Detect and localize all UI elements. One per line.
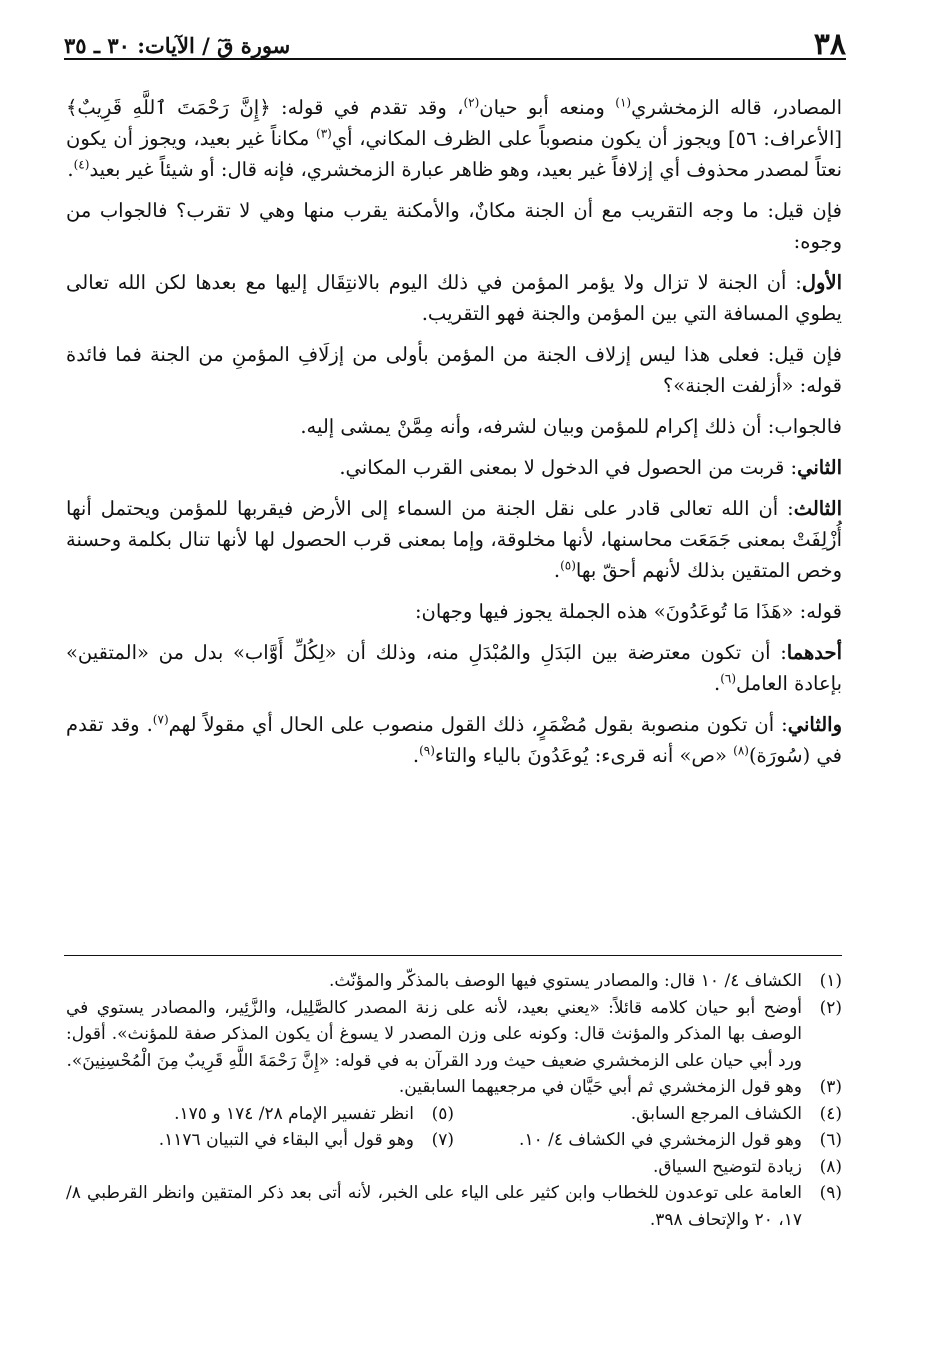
footnote-ref: (٣) xyxy=(316,126,332,141)
text-run: . وقد تقدم في (سُورَة) xyxy=(66,713,842,767)
footnote-1 xyxy=(66,968,842,995)
footnote-number: (٨) xyxy=(819,1156,842,1177)
footnote-ref: (٢) xyxy=(463,95,480,110)
footnote-ref: (٧) xyxy=(152,712,169,727)
text-run: مكاناً غير بعيد، ويجوز أن يكون نعتاً لمصدر محذوف أي إزلافاً غير بعيد، وهو ظاهر عبارة الزمخشري، فإنه قال: أو شيئاً غير بعيد xyxy=(66,127,842,181)
footnote-text: انظر تفسير الإمام ٢٨/ ١٧٤ و ١٧٥. xyxy=(174,1103,414,1124)
footnote-number: (٣) xyxy=(819,1077,842,1097)
paragraph-5: فالجواب: أن ذلك إكرام للمؤمن وبيان لشرفه، وأنه مِمَّنْ يمشى إليه. xyxy=(300,415,842,438)
text-run: . xyxy=(553,559,561,582)
paragraph-3 xyxy=(66,267,842,329)
footnote-number: (٦) xyxy=(819,1130,842,1150)
text-run: . xyxy=(714,672,721,695)
running-title: سورة قٓ / الآيات: ٣٠ ـ ٣٥ xyxy=(64,33,291,58)
text-run: . xyxy=(412,744,420,767)
text-run: ، وقد تقدم في قوله: ﴿إِنَّ رَحْمَتَ ٱللَّهِ قَرِيبٌ﴾ [الأعراف: ٥٦] ويجوز أن يكون منصوباً على الظرف المكاني، أي xyxy=(66,96,842,150)
page-header xyxy=(64,28,846,68)
paragraph-4: فإن قيل: فعلى هذا ليس إزلاف الجنة من المؤمن بأولى من إزلَافِ المؤمنِ من الجنة فما فائدة قوله: «أزلفت الجنة»؟ xyxy=(66,343,842,397)
text-run: المصادر، قاله الزمخشري xyxy=(631,96,842,119)
text-run: «ص» أنه قرىء: يُوعَدُونَ بالياء والتاء xyxy=(434,744,734,767)
point-label: الثاني xyxy=(797,456,842,479)
footnote-rule xyxy=(64,955,842,956)
point-label: الثالث xyxy=(793,497,842,520)
point-label: الأول xyxy=(801,271,842,294)
footnote-ref: (٩) xyxy=(419,743,435,758)
footnote-text: وهو قول أبي البقاء في التبيان ١١٧٦. xyxy=(158,1130,414,1150)
footnote-2 xyxy=(66,995,842,1075)
paragraph-2: فإن قيل: ما وجه التقريب مع أن الجنة مكانٌ، والأمكنة يقرب منها وهي لا تقرب؟ فالجواب من وجوه: xyxy=(66,199,842,253)
text-run: : أن الجنة لا تزال ولا يؤمر المؤمن في ذلك اليوم بالانتِقَال إليها مع بعدها لكن الله تعالى يطوي المسافة التي بين المؤمن والجنة فهو التقريب. xyxy=(66,271,842,325)
footnote-text: وهو قول الزمخشري ثم أبي حَيَّان في مرجعيهما السابقين. xyxy=(398,1077,802,1097)
footnote-ref: (٦) xyxy=(720,671,737,686)
footnote-6 xyxy=(454,1127,842,1154)
footnote-8 xyxy=(66,1154,842,1181)
footnote-5 xyxy=(66,1101,454,1128)
point-label: أحدهما xyxy=(786,641,842,664)
main-text xyxy=(66,92,842,781)
footnote-number: (٩) xyxy=(819,1183,842,1203)
page-number: ٣٨ xyxy=(813,27,846,62)
paragraph-8: قوله: «هَذَا مَا تُوعَدُونَ» هذه الجملة يجوز فيها وجهان: xyxy=(414,600,842,623)
point-label: والثاني xyxy=(787,713,843,736)
footnote-ref: (١) xyxy=(615,95,632,110)
footnote-number: (١) xyxy=(819,971,842,991)
header-rule xyxy=(64,58,846,60)
footnote-text: أوضح أبو حيان كلامه قائلاً: «يعني بعيد، لأنه على زنة المصدر كالصَّلِيل، والزَّئِير، والمصادر يستوي في الوصف بها المذكر والمؤنث قال: وكونه على وزن المصدر لا يسوغ أن يكون المذكر صفة للمؤنث». أقول: ورد أبي حيان على الزمخشري ضعيف حيث ورد القرآن به في قوله: «إِنَّ رَحْمَةَ اللَّهِ قَرِيبٌ مِنَ الْمُحْسِنِينَ». xyxy=(66,997,802,1071)
footnote-3 xyxy=(66,1074,842,1101)
text-run: : أن تكون منصوبة بقول مُضْمَرٍ، ذلك القول منصوب على الحال أي مقولاً لهم xyxy=(168,713,788,736)
text-run: : أن تكون معترضة بين البَدَلِ والمُبْدَلِ منه، وذلك أن «لِكُلِّ أَوَّاب» بدل من «المتقين» بإعادة العامل xyxy=(66,641,842,695)
footnotes xyxy=(66,968,842,1233)
text-run: : أن الله تعالى قادر على نقل الجنة من السماء إلى الأرض فيقربها للمؤمن ويحتمل أنها أُزْلِفَتْ بمعنى جَمَعَت محاسنها، لأنها مخلوقة، وإما بمعنى قرب الحصول لها لأنها تنال بكلمة وحسنة وخص المتقين بذلك لأنهم أحقّ بها xyxy=(66,497,842,582)
footnote-row xyxy=(66,1127,842,1154)
footnote-4 xyxy=(454,1101,842,1128)
footnote-row xyxy=(66,1101,842,1128)
paragraph-7 xyxy=(66,493,842,586)
footnote-9 xyxy=(66,1180,842,1233)
text-run: . xyxy=(67,158,74,181)
footnote-text: الكشاف المرجع السابق. xyxy=(630,1103,802,1124)
footnote-text: العامة على توعدون للخطاب وابن كثير على الياء على الخبر، لأنه أتى بعد ذكر المتقين وانظر القرطبي ٨/ ١٧، ٢٠ والإتحاف ٣٩٨. xyxy=(66,1183,802,1230)
footnote-7 xyxy=(66,1127,454,1154)
footnote-number: (٧) xyxy=(431,1130,454,1150)
footnote-ref: (٥) xyxy=(560,558,576,573)
paragraph-9 xyxy=(66,637,842,699)
text-run: : قربت من الحصول في الدخول لا بمعنى القرب المكاني. xyxy=(339,456,798,479)
paragraph-6 xyxy=(66,452,842,483)
paragraph-1 xyxy=(66,92,842,185)
paragraph-10 xyxy=(66,709,842,771)
text-run: ومنعه أبو حيان xyxy=(479,96,616,119)
footnote-text: زيادة لتوضيح السياق. xyxy=(652,1156,802,1177)
footnote-text: الكشاف ٤/ ١٠ قال: والمصادر يستوي فيها الوصف بالمذكّر والمؤنّث. xyxy=(328,971,802,991)
footnote-number: (٤) xyxy=(819,1103,842,1124)
footnote-text: وهو قول الزمخشري في الكشاف ٤/ ١٠. xyxy=(519,1130,802,1150)
footnote-ref: (٤) xyxy=(73,157,90,172)
footnote-number: (٥) xyxy=(431,1103,454,1124)
footnote-number: (٢) xyxy=(819,997,842,1018)
footnote-ref: (٨) xyxy=(733,743,749,758)
